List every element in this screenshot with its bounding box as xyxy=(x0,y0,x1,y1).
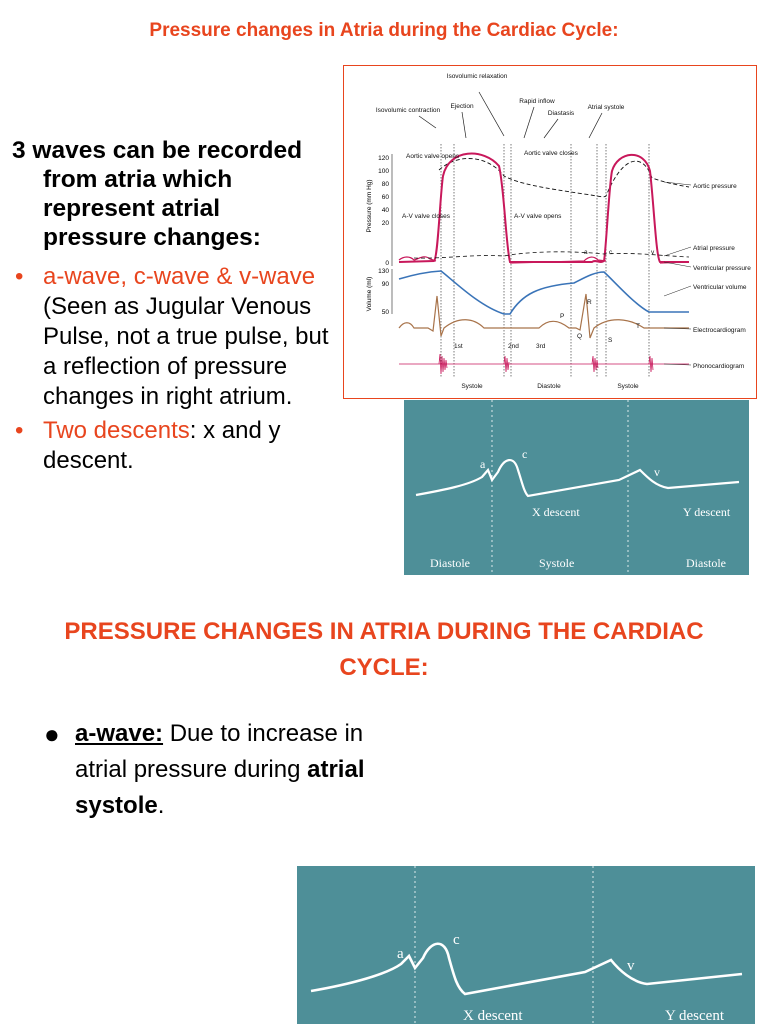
annotation-aortic-closes: Aortic valve closes xyxy=(524,150,578,157)
bullet-descents xyxy=(12,416,347,476)
bullet-dot: ● xyxy=(44,719,60,749)
jvp-large-svg xyxy=(297,866,755,1024)
jvp-small-phase: Diastole xyxy=(430,556,470,570)
legend-aortic-pressure: Aortic pressure xyxy=(693,183,737,190)
slide1-bullets xyxy=(12,262,347,480)
heart-sound-labels xyxy=(454,343,546,350)
atrial-systole-bold: atrial systole xyxy=(75,756,365,819)
jvp-small-svg xyxy=(404,400,749,575)
sound-2nd: 2nd xyxy=(508,343,519,350)
volume-tick: 50 xyxy=(381,309,389,316)
bullet-waves-text: (Seen as Jugular Venous Pulse, not a true pulse, but a reflection of pressure changes in right atrium. xyxy=(43,293,329,410)
a-wave-label: a-wave: xyxy=(75,720,164,747)
phase-pointers xyxy=(419,92,602,138)
ecg-r: R xyxy=(587,299,592,306)
bullet-descents-text: : x and y descent. xyxy=(43,417,281,474)
heading-line: from atria which xyxy=(43,166,233,193)
legend-atrial-pressure: Atrial pressure xyxy=(693,245,735,252)
a-wave-end: . xyxy=(157,792,165,819)
jvp-panel-large xyxy=(297,866,755,1024)
bottom-phase: Systole xyxy=(617,383,639,390)
pressure-tick: 40 xyxy=(381,207,389,214)
ventricular-volume-curve xyxy=(399,271,689,314)
legend-ventricular-pressure: Ventricular pressure xyxy=(693,265,751,272)
bullet-descents-red: Two descents xyxy=(43,417,190,444)
bullet-waves-red: a-wave, c-wave & v-wave xyxy=(43,263,316,290)
bottom-phase-labels xyxy=(461,383,639,390)
bullet-dot: • xyxy=(15,263,24,290)
legend-labels xyxy=(693,183,751,370)
jvp-small-a: a xyxy=(480,457,486,471)
slide1-title: Pressure changes in Atria during the Cardiac Cycle: xyxy=(149,20,619,41)
letter-v: v xyxy=(651,249,655,256)
ecg-p: P xyxy=(560,313,565,320)
phase-isovolumic-contraction: Isovolumic contraction xyxy=(375,107,441,114)
bottom-phase: Systole xyxy=(461,383,483,390)
jvp-small-trace xyxy=(416,460,739,496)
phase-rapid-inflow: Rapid inflow xyxy=(519,98,555,105)
legend-ecg: Electrocardiogram xyxy=(693,327,746,334)
jvp-large-letters xyxy=(397,932,725,1024)
wiggers-svg xyxy=(344,66,756,398)
jvp-large-c: c xyxy=(453,932,460,948)
sound-3rd: 3rd xyxy=(536,343,546,350)
jvp-small-phase: Systole xyxy=(539,556,575,570)
ecg-curve xyxy=(399,294,689,338)
pressure-ticks xyxy=(378,155,389,267)
jvp-small-phase: Diastole xyxy=(686,556,726,570)
slide2-bullet-a-wave xyxy=(44,716,384,824)
ecg-s: S xyxy=(608,337,613,344)
legend-leaders xyxy=(664,182,691,365)
volume-axis-label: Volume (ml) xyxy=(366,276,373,312)
bullet-dot: • xyxy=(15,417,24,444)
heading-line: pressure changes: xyxy=(43,224,261,251)
jvp-large-trace xyxy=(311,944,742,994)
phase-labels xyxy=(376,73,625,117)
jvp-small-dividers xyxy=(492,400,628,575)
phase-atrial-systole: Atrial systole xyxy=(587,104,625,111)
heading-line: 3 waves can be recorded xyxy=(12,137,303,164)
sound-1st: 1st xyxy=(454,343,463,350)
atrial-dashed-curve xyxy=(414,252,689,258)
jvp-large-a: a xyxy=(397,946,404,962)
letter-c: c xyxy=(609,249,613,256)
slide2-title: PRESSURE CHANGES IN ATRIA DURING THE CARDIAC CYCLE: xyxy=(64,618,704,681)
slide2-bullet-text xyxy=(44,716,384,824)
jvp-large-x-descent: X descent xyxy=(463,1008,523,1024)
phase-ejection: Ejection xyxy=(450,103,474,110)
jvp-small-c: c xyxy=(522,447,528,461)
bullet-waves xyxy=(12,262,347,412)
jvp-large-v: v xyxy=(627,958,635,974)
phase-isovolumic-relaxation: Isovolumic relaxation xyxy=(446,73,508,80)
bottom-phase: Diastole xyxy=(537,383,561,390)
a-wave-desc: Due to increase in atrial pressure during xyxy=(75,720,364,783)
volume-tick: 90 xyxy=(381,281,389,288)
legend-pcg: Phonocardiogram xyxy=(693,363,745,370)
ecg-q: Q xyxy=(577,333,583,340)
valve-annotations xyxy=(402,150,579,220)
phase-diastasis: Diastasis xyxy=(547,110,575,117)
pressure-tick: 0 xyxy=(385,260,389,267)
annotation-aortic-opens: Aortic valve opens xyxy=(406,153,460,160)
pressure-tick: 100 xyxy=(378,168,389,175)
wiggers-diagram xyxy=(343,65,757,399)
annotation-av-opens: A-V valve opens xyxy=(514,213,562,220)
legend-ventricular-volume: Ventricular volume xyxy=(693,284,747,291)
slide1-heading xyxy=(12,136,342,252)
annotation-av-closes: A-V valve closes xyxy=(402,213,451,220)
heading-line: represent atrial xyxy=(43,195,221,222)
ventricular-pressure-curve xyxy=(399,154,689,262)
volume-tick: 130 xyxy=(378,268,389,275)
pressure-tick: 120 xyxy=(378,155,389,162)
jvp-small-y-descent: Y descent xyxy=(683,505,731,519)
pressure-tick: 20 xyxy=(381,220,389,227)
letter-a: a xyxy=(584,249,588,256)
jvp-small-x-descent: X descent xyxy=(532,505,580,519)
volume-ticks xyxy=(378,268,389,316)
wave-letters xyxy=(584,249,655,256)
jvp-small-letters xyxy=(430,447,731,570)
jvp-panel-small xyxy=(404,400,749,575)
pressure-tick: 80 xyxy=(381,181,389,188)
pressure-axis-label: Pressure (mm Hg) xyxy=(366,179,373,233)
jvp-large-y-descent: Y descent xyxy=(665,1008,725,1024)
ecg-t: T xyxy=(636,323,640,330)
pcg-trace xyxy=(399,354,689,374)
jvp-small-v: v xyxy=(654,465,660,479)
pressure-tick: 60 xyxy=(381,194,389,201)
